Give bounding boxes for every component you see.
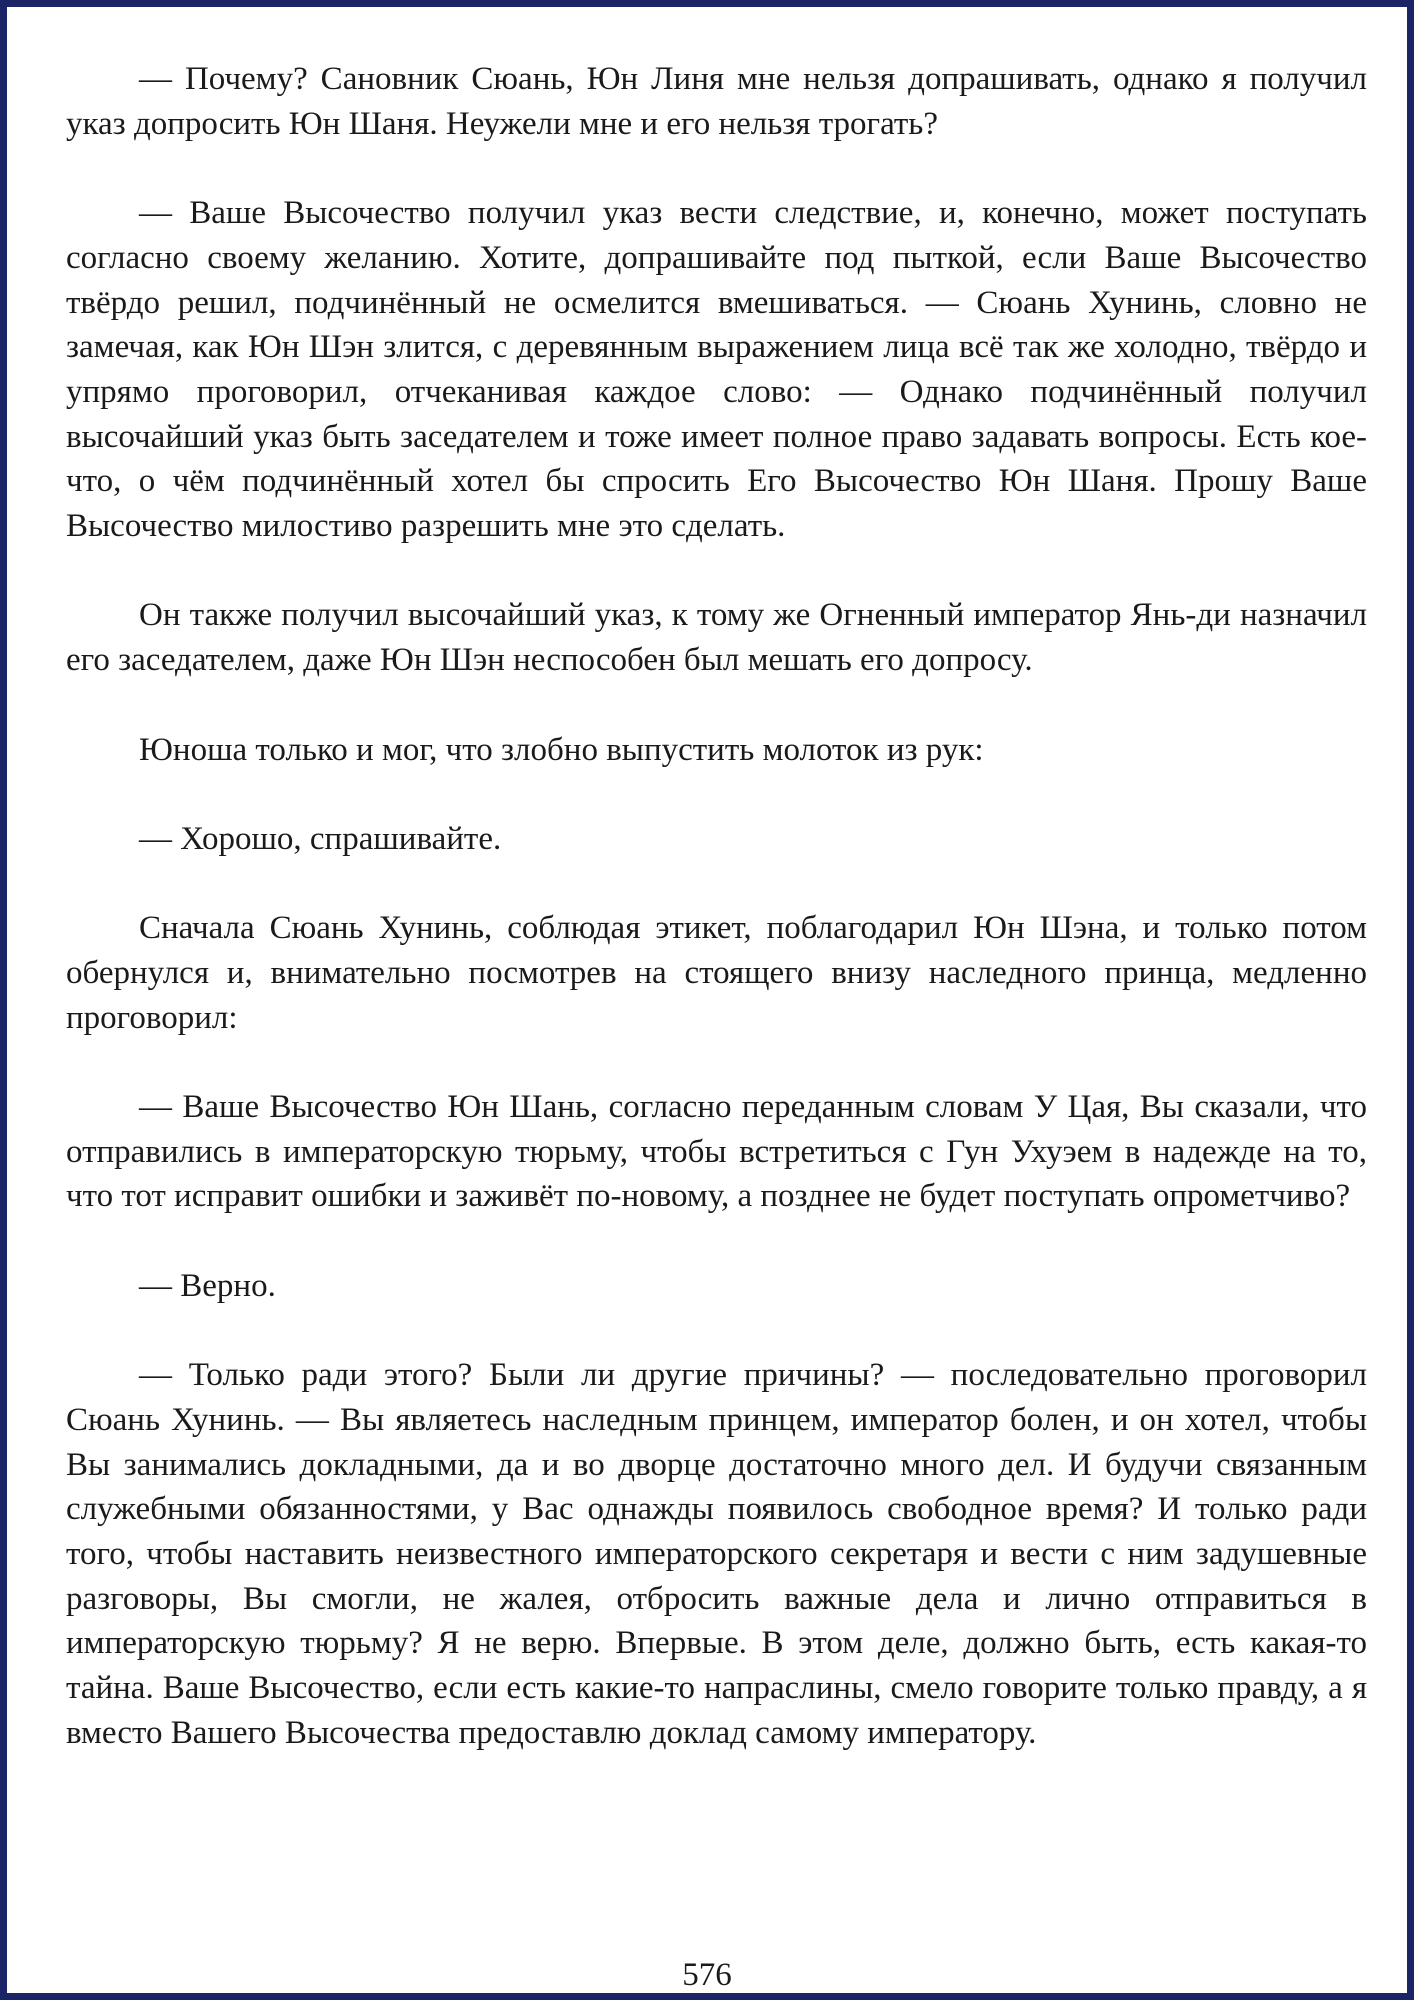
paragraph-3: Он также получил высочайший указ, к тому же Огненный император Янь-ди назначил его заседателем, даже Юн Шэн неспособен был мешать его допросу. (66, 597, 1367, 679)
paragraph-7: — Ваше Высочество Юн Шань, согласно переданным словам У Цая, Вы сказали, что отправились в императорскую тюрьму, чтобы встретиться с Гун Ухуэем в надежде на то, что тот исправит ошибки и заживёт по-новому, а позднее не будет поступать опрометчиво? (66, 1089, 1367, 1215)
paragraph-4: Юноша только и мог, что злобно выпустить молоток из рук: (139, 731, 984, 768)
page-number: 576 (682, 1957, 732, 1993)
paragraph-6: Сначала Сюань Хунинь, соблюдая этикет, поблагодарил Юн Шэна, и только потом обернулся и, внимательно посмотрев на стоящего внизу наследного принца, медленно проговорил: (66, 910, 1367, 1036)
paragraph-2: — Ваше Высочество получил указ вести следствие, и, конечно, может поступать согласно своему желанию. Хотите, допрашивайте под пыткой, если Ваше Высочество твёрдо решил, подчинённый не осмелится вмешиваться. — Сюань Хунинь, словно не замечая, как Юн Шэн злится, с деревянным выражением лица всё так же холодно, твёрдо и упрямо проговорил, отчеканивая каждое слово: — Однако подчинённый получил высочайший указ быть заседателем и тоже имеет полное право задавать вопросы. Есть кое-что, о чём подчинённый хотел бы спросить Его Высочество Юн Шаня. Прошу Ваше Высочество милостиво разрешить мне это сделать. (66, 195, 1367, 545)
paragraph-9: — Только ради этого? Были ли другие причины? — последовательно проговорил Сюань Хунинь. — Вы являетесь наследным принцем, император болен, и он хотел, чтобы Вы занимались докладными, да и во дворце достаточно много дел. И будучи связанным служебными обязанностями, у Вас однажды появилось свободное время? И только ради того, чтобы наставить неизвестного императорского секретаря и вести с ним задушевные разговоры, Вы смогли, не жалея, отбросить важные дела и лично отправиться в императорскую тюрьму? Я не верю. Впервые. В этом деле, должно быть, есть какая-то тайна. Ваше Высочество, если есть какие-то напраслины, смело говорите только правду, а я вместо Вашего Высочества предоставлю доклад самому императору. (66, 1357, 1367, 1751)
paragraph-5: — Хорошо, спрашивайте. (139, 820, 502, 857)
page-body (66, 57, 1367, 1800)
paragraph-8: — Верно. (139, 1267, 276, 1304)
paragraph-1: — Почему? Сановник Сюань, Юн Линя мне нельзя допрашивать, однако я получил указ допросить Юн Шаня. Неужели мне и его нельзя трогать? (66, 61, 1367, 142)
